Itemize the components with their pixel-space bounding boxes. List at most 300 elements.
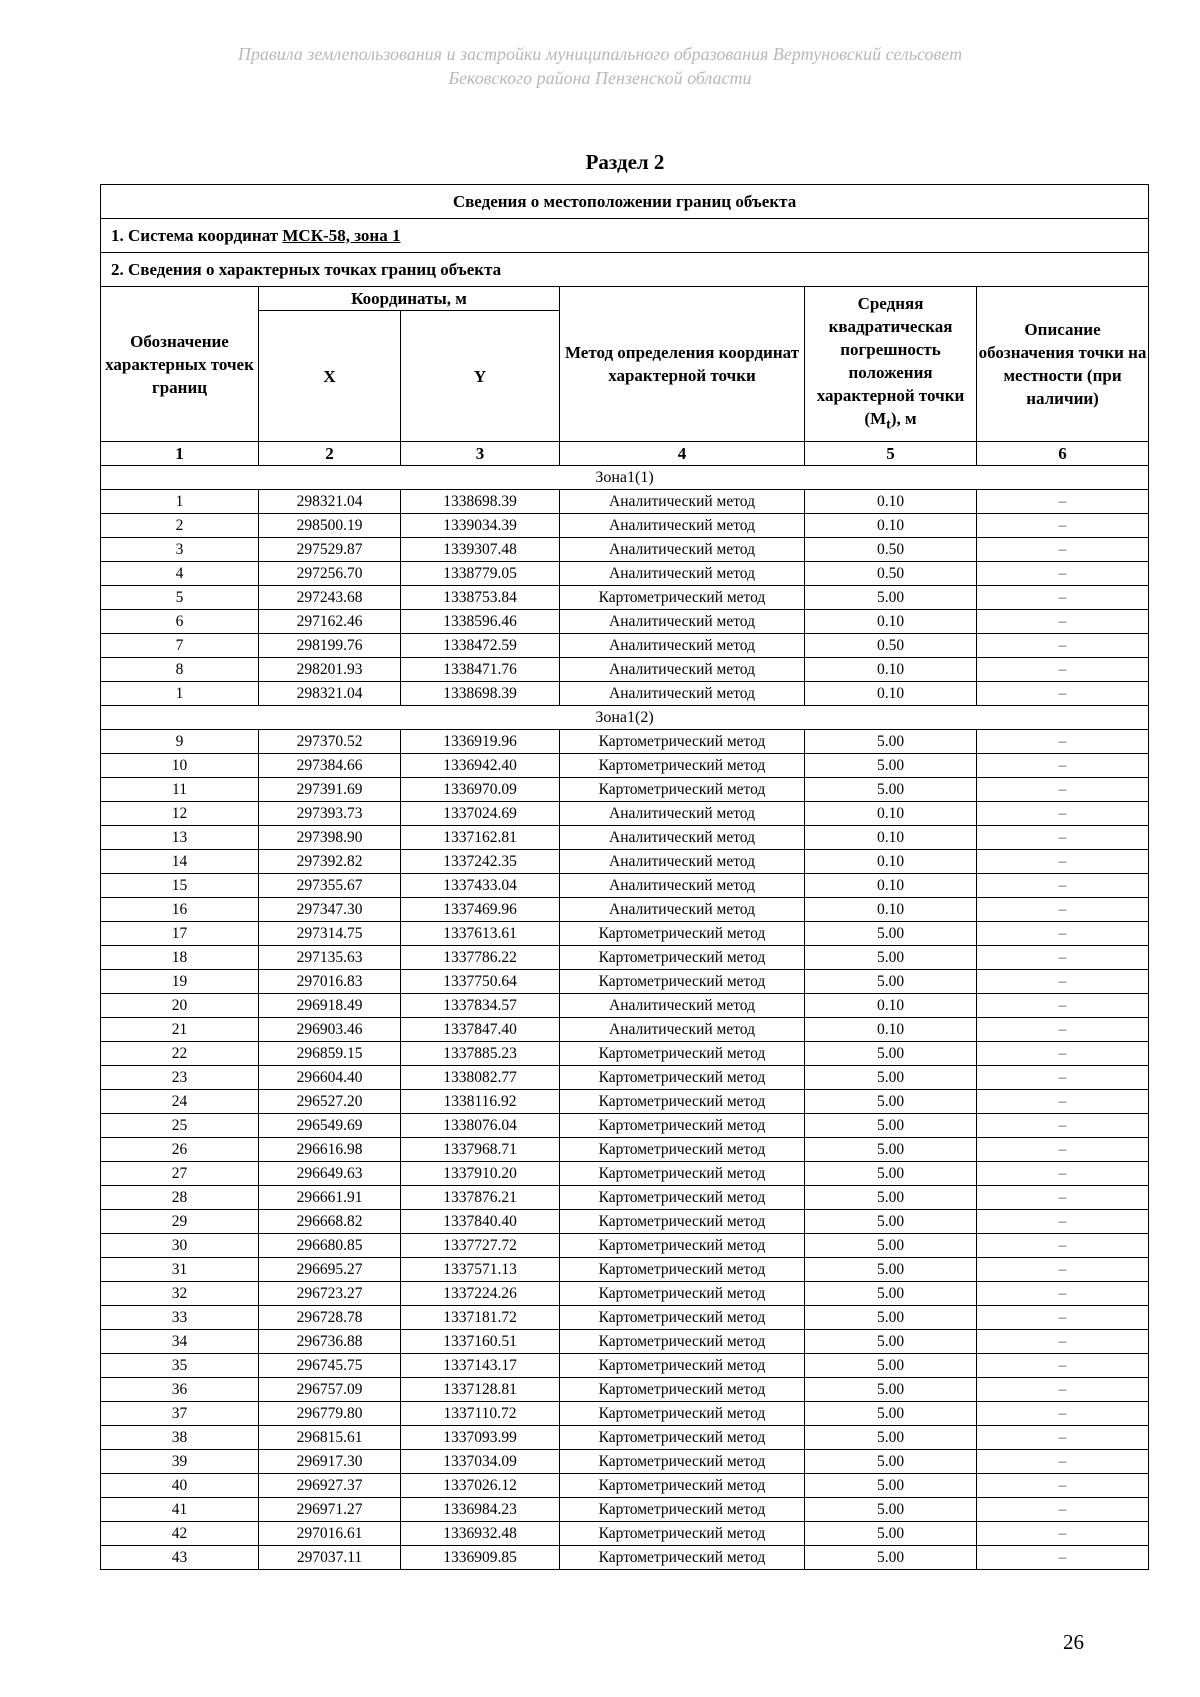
error-cell: 0.10 — [805, 874, 977, 898]
header-designation: Обозначение характерных точек границ — [101, 287, 259, 442]
table-row — [101, 1066, 1149, 1090]
description-cell: – — [977, 754, 1149, 778]
x-coordinate-cell: 296649.63 — [259, 1162, 401, 1186]
y-coordinate-cell: 1337840.40 — [401, 1210, 560, 1234]
error-cell: 5.00 — [805, 1354, 977, 1378]
description-cell: – — [977, 778, 1149, 802]
error-cell: 5.00 — [805, 1042, 977, 1066]
description-cell: – — [977, 634, 1149, 658]
error-cell: 5.00 — [805, 1114, 977, 1138]
point-id-cell: 23 — [101, 1066, 259, 1090]
error-cell: 5.00 — [805, 1450, 977, 1474]
error-cell: 0.10 — [805, 490, 977, 514]
method-cell: Аналитический метод — [560, 490, 805, 514]
error-cell: 0.10 — [805, 850, 977, 874]
coordinate-system-label: 1. Система координат — [111, 225, 279, 245]
method-cell: Картометрический метод — [560, 1234, 805, 1258]
error-cell: 0.10 — [805, 514, 977, 538]
table-row — [101, 826, 1149, 850]
error-cell: 5.00 — [805, 754, 977, 778]
table-caption: Сведения о местоположении границ объекта — [101, 185, 1149, 219]
point-id-cell: 36 — [101, 1378, 259, 1402]
table-row — [101, 562, 1149, 586]
table-row — [101, 970, 1149, 994]
y-coordinate-cell: 1336909.85 — [401, 1546, 560, 1570]
error-cell: 5.00 — [805, 1306, 977, 1330]
point-id-cell: 16 — [101, 898, 259, 922]
method-cell: Аналитический метод — [560, 658, 805, 682]
y-coordinate-cell: 1337162.81 — [401, 826, 560, 850]
description-cell: – — [977, 658, 1149, 682]
error-cell: 5.00 — [805, 1426, 977, 1450]
description-cell: – — [977, 730, 1149, 754]
method-cell: Картометрический метод — [560, 970, 805, 994]
method-cell: Картометрический метод — [560, 1306, 805, 1330]
y-coordinate-cell: 1338698.39 — [401, 490, 560, 514]
x-coordinate-cell: 296927.37 — [259, 1474, 401, 1498]
y-coordinate-cell: 1337160.51 — [401, 1330, 560, 1354]
error-cell: 5.00 — [805, 1210, 977, 1234]
header-method: Метод определения координат характерной точки — [560, 287, 805, 442]
method-cell: Аналитический метод — [560, 850, 805, 874]
error-cell: 5.00 — [805, 1162, 977, 1186]
method-cell: Картометрический метод — [560, 1066, 805, 1090]
table-row — [101, 1474, 1149, 1498]
description-cell: – — [977, 1354, 1149, 1378]
description-cell: – — [977, 898, 1149, 922]
y-coordinate-cell: 1337968.71 — [401, 1138, 560, 1162]
point-id-cell: 39 — [101, 1450, 259, 1474]
table-row — [101, 586, 1149, 610]
x-coordinate-cell: 297016.61 — [259, 1522, 401, 1546]
column-number: 4 — [560, 442, 805, 466]
table-row — [101, 1162, 1149, 1186]
description-cell: – — [977, 1258, 1149, 1282]
x-coordinate-cell: 296728.78 — [259, 1306, 401, 1330]
method-cell: Картометрический метод — [560, 754, 805, 778]
description-cell: – — [977, 802, 1149, 826]
point-id-cell: 10 — [101, 754, 259, 778]
y-coordinate-cell: 1338596.46 — [401, 610, 560, 634]
y-coordinate-cell: 1337571.13 — [401, 1258, 560, 1282]
method-cell: Аналитический метод — [560, 682, 805, 706]
x-coordinate-cell: 297256.70 — [259, 562, 401, 586]
description-cell: – — [977, 514, 1149, 538]
point-id-cell: 37 — [101, 1402, 259, 1426]
description-cell: – — [977, 586, 1149, 610]
column-number: 2 — [259, 442, 401, 466]
table-row — [101, 658, 1149, 682]
method-cell: Картометрический метод — [560, 1186, 805, 1210]
x-coordinate-cell: 296736.88 — [259, 1330, 401, 1354]
y-coordinate-cell: 1336970.09 — [401, 778, 560, 802]
y-coordinate-cell: 1337834.57 — [401, 994, 560, 1018]
error-cell: 0.10 — [805, 826, 977, 850]
x-coordinate-cell: 297347.30 — [259, 898, 401, 922]
point-id-cell: 29 — [101, 1210, 259, 1234]
description-cell: – — [977, 1018, 1149, 1042]
error-cell: 5.00 — [805, 1474, 977, 1498]
x-coordinate-cell: 296661.91 — [259, 1186, 401, 1210]
method-cell: Картометрический метод — [560, 1546, 805, 1570]
y-coordinate-cell: 1339307.48 — [401, 538, 560, 562]
point-id-cell: 4 — [101, 562, 259, 586]
y-coordinate-cell: 1338472.59 — [401, 634, 560, 658]
header-y: Y — [401, 311, 560, 442]
description-cell: – — [977, 562, 1149, 586]
point-id-cell: 22 — [101, 1042, 259, 1066]
x-coordinate-cell: 296604.40 — [259, 1066, 401, 1090]
method-cell: Картометрический метод — [560, 1162, 805, 1186]
table-row — [101, 1138, 1149, 1162]
point-id-cell: 17 — [101, 922, 259, 946]
method-cell: Аналитический метод — [560, 514, 805, 538]
y-coordinate-cell: 1337026.12 — [401, 1474, 560, 1498]
error-cell: 5.00 — [805, 946, 977, 970]
point-id-cell: 8 — [101, 658, 259, 682]
description-cell: – — [977, 538, 1149, 562]
x-coordinate-cell: 298321.04 — [259, 490, 401, 514]
x-coordinate-cell: 297384.66 — [259, 754, 401, 778]
point-id-cell: 34 — [101, 1330, 259, 1354]
description-cell: – — [977, 1090, 1149, 1114]
zone-label: Зона1(1) — [101, 466, 1149, 490]
column-number: 3 — [401, 442, 560, 466]
table-row — [101, 634, 1149, 658]
y-coordinate-cell: 1337128.81 — [401, 1378, 560, 1402]
error-cell: 5.00 — [805, 1138, 977, 1162]
method-cell: Аналитический метод — [560, 994, 805, 1018]
y-coordinate-cell: 1338698.39 — [401, 682, 560, 706]
points-caption: 2. Сведения о характерных точках границ объекта — [101, 253, 1149, 287]
point-id-cell: 42 — [101, 1522, 259, 1546]
x-coordinate-cell: 296757.09 — [259, 1378, 401, 1402]
table-row — [101, 754, 1149, 778]
error-cell: 0.50 — [805, 634, 977, 658]
table-row — [101, 898, 1149, 922]
y-coordinate-cell: 1336932.48 — [401, 1522, 560, 1546]
y-coordinate-cell: 1337786.22 — [401, 946, 560, 970]
error-cell: 5.00 — [805, 1066, 977, 1090]
point-id-cell: 7 — [101, 634, 259, 658]
method-cell: Аналитический метод — [560, 826, 805, 850]
point-id-cell: 13 — [101, 826, 259, 850]
error-cell: 5.00 — [805, 730, 977, 754]
description-cell: – — [977, 1042, 1149, 1066]
method-cell: Аналитический метод — [560, 802, 805, 826]
method-cell: Аналитический метод — [560, 874, 805, 898]
method-cell: Картометрический метод — [560, 946, 805, 970]
x-coordinate-cell: 297392.82 — [259, 850, 401, 874]
header-error — [805, 287, 977, 442]
x-coordinate-cell: 296859.15 — [259, 1042, 401, 1066]
method-cell: Аналитический метод — [560, 538, 805, 562]
description-cell: – — [977, 826, 1149, 850]
x-coordinate-cell: 298500.19 — [259, 514, 401, 538]
point-id-cell: 11 — [101, 778, 259, 802]
header-coordinates: Координаты, м — [259, 287, 560, 311]
description-cell: – — [977, 850, 1149, 874]
point-id-cell: 38 — [101, 1426, 259, 1450]
y-coordinate-cell: 1337181.72 — [401, 1306, 560, 1330]
error-cell: 5.00 — [805, 1546, 977, 1570]
header-error-unit: ), м — [890, 408, 917, 428]
error-cell: 5.00 — [805, 1330, 977, 1354]
y-coordinate-cell: 1338076.04 — [401, 1114, 560, 1138]
x-coordinate-cell: 297391.69 — [259, 778, 401, 802]
table-row — [101, 994, 1149, 1018]
y-coordinate-cell: 1337469.96 — [401, 898, 560, 922]
y-coordinate-cell: 1337110.72 — [401, 1402, 560, 1426]
description-cell: – — [977, 1138, 1149, 1162]
error-cell: 0.10 — [805, 802, 977, 826]
method-cell: Картометрический метод — [560, 1042, 805, 1066]
x-coordinate-cell: 296668.82 — [259, 1210, 401, 1234]
table-row — [101, 1090, 1149, 1114]
method-cell: Картометрический метод — [560, 1498, 805, 1522]
section-title: Раздел 2 — [585, 150, 665, 174]
x-coordinate-cell: 297355.67 — [259, 874, 401, 898]
method-cell: Картометрический метод — [560, 1378, 805, 1402]
error-cell: 5.00 — [805, 778, 977, 802]
column-number: 1 — [101, 442, 259, 466]
point-id-cell: 20 — [101, 994, 259, 1018]
table-row — [101, 538, 1149, 562]
point-id-cell: 21 — [101, 1018, 259, 1042]
table-row — [101, 490, 1149, 514]
table-row — [101, 778, 1149, 802]
point-id-cell: 15 — [101, 874, 259, 898]
y-coordinate-cell: 1338082.77 — [401, 1066, 560, 1090]
description-cell: – — [977, 994, 1149, 1018]
error-cell: 0.10 — [805, 898, 977, 922]
method-cell: Картометрический метод — [560, 730, 805, 754]
point-id-cell: 26 — [101, 1138, 259, 1162]
method-cell: Картометрический метод — [560, 1426, 805, 1450]
point-id-cell: 32 — [101, 1282, 259, 1306]
method-cell: Картометрический метод — [560, 1210, 805, 1234]
coordinate-system-row — [101, 219, 1149, 253]
x-coordinate-cell: 296917.30 — [259, 1450, 401, 1474]
point-id-cell: 30 — [101, 1234, 259, 1258]
y-coordinate-cell: 1338753.84 — [401, 586, 560, 610]
table-row — [101, 1186, 1149, 1210]
table-row — [101, 1546, 1149, 1570]
point-id-cell: 33 — [101, 1306, 259, 1330]
point-id-cell: 2 — [101, 514, 259, 538]
header-line-2: Бековского района Пензенской области — [448, 68, 752, 88]
error-cell: 5.00 — [805, 586, 977, 610]
point-id-cell: 41 — [101, 1498, 259, 1522]
table-row — [101, 682, 1149, 706]
zone-row — [101, 706, 1149, 730]
table-row — [101, 922, 1149, 946]
method-cell: Картометрический метод — [560, 1522, 805, 1546]
method-cell: Аналитический метод — [560, 562, 805, 586]
point-id-cell: 18 — [101, 946, 259, 970]
y-coordinate-cell: 1337433.04 — [401, 874, 560, 898]
point-id-cell: 31 — [101, 1258, 259, 1282]
x-coordinate-cell: 297016.83 — [259, 970, 401, 994]
x-coordinate-cell: 296616.98 — [259, 1138, 401, 1162]
error-cell: 0.10 — [805, 994, 977, 1018]
point-id-cell: 12 — [101, 802, 259, 826]
x-coordinate-cell: 296680.85 — [259, 1234, 401, 1258]
x-coordinate-cell: 297370.52 — [259, 730, 401, 754]
table-body — [101, 466, 1149, 1570]
method-cell: Аналитический метод — [560, 898, 805, 922]
method-cell: Картометрический метод — [560, 1330, 805, 1354]
x-coordinate-cell: 296527.20 — [259, 1090, 401, 1114]
method-cell: Картометрический метод — [560, 1402, 805, 1426]
zone-label: Зона1(2) — [101, 706, 1149, 730]
table-row — [101, 730, 1149, 754]
method-cell: Картометрический метод — [560, 922, 805, 946]
y-coordinate-cell: 1339034.39 — [401, 514, 560, 538]
y-coordinate-cell: 1337910.20 — [401, 1162, 560, 1186]
method-cell: Картометрический метод — [560, 1450, 805, 1474]
point-id-cell: 9 — [101, 730, 259, 754]
description-cell: – — [977, 1522, 1149, 1546]
zone-row — [101, 466, 1149, 490]
header-x: X — [259, 311, 401, 442]
method-cell: Картометрический метод — [560, 1354, 805, 1378]
y-coordinate-cell: 1336942.40 — [401, 754, 560, 778]
method-cell: Картометрический метод — [560, 1258, 805, 1282]
x-coordinate-cell: 296918.49 — [259, 994, 401, 1018]
page-number: 26 — [1063, 1630, 1084, 1654]
coordinate-system-value: МСК-58, зона 1 — [282, 225, 401, 245]
description-cell: – — [977, 1066, 1149, 1090]
x-coordinate-cell: 297162.46 — [259, 610, 401, 634]
x-coordinate-cell: 296723.27 — [259, 1282, 401, 1306]
table-row — [101, 1426, 1149, 1450]
y-coordinate-cell: 1337242.35 — [401, 850, 560, 874]
y-coordinate-cell: 1337885.23 — [401, 1042, 560, 1066]
error-cell: 5.00 — [805, 1522, 977, 1546]
point-id-cell: 19 — [101, 970, 259, 994]
description-cell: – — [977, 1282, 1149, 1306]
table-row — [101, 1114, 1149, 1138]
table-row — [101, 850, 1149, 874]
y-coordinate-cell: 1337727.72 — [401, 1234, 560, 1258]
table-row — [101, 946, 1149, 970]
point-id-cell: 5 — [101, 586, 259, 610]
point-id-cell: 6 — [101, 610, 259, 634]
method-cell: Картометрический метод — [560, 1090, 805, 1114]
table-row — [101, 802, 1149, 826]
table-row — [101, 514, 1149, 538]
x-coordinate-cell: 297398.90 — [259, 826, 401, 850]
description-cell: – — [977, 1426, 1149, 1450]
error-cell: 5.00 — [805, 1090, 977, 1114]
error-cell: 0.10 — [805, 682, 977, 706]
header-description: Описание обозначения точки на местности (при наличии) — [977, 287, 1149, 442]
point-id-cell: 14 — [101, 850, 259, 874]
error-cell: 5.00 — [805, 1402, 977, 1426]
description-cell: – — [977, 922, 1149, 946]
y-coordinate-cell: 1337750.64 — [401, 970, 560, 994]
table-row — [101, 1210, 1149, 1234]
point-id-cell: 28 — [101, 1186, 259, 1210]
table-row — [101, 874, 1149, 898]
table-row — [101, 1306, 1149, 1330]
description-cell: – — [977, 1378, 1149, 1402]
x-coordinate-cell: 298199.76 — [259, 634, 401, 658]
method-cell: Картометрический метод — [560, 778, 805, 802]
error-cell: 5.00 — [805, 1378, 977, 1402]
point-id-cell: 25 — [101, 1114, 259, 1138]
error-cell: 5.00 — [805, 1282, 977, 1306]
description-cell: – — [977, 1306, 1149, 1330]
x-coordinate-cell: 297314.75 — [259, 922, 401, 946]
x-coordinate-cell: 296815.61 — [259, 1426, 401, 1450]
point-id-cell: 40 — [101, 1474, 259, 1498]
y-coordinate-cell: 1338779.05 — [401, 562, 560, 586]
x-coordinate-cell: 296695.27 — [259, 1258, 401, 1282]
x-coordinate-cell: 296779.80 — [259, 1402, 401, 1426]
table-row — [101, 1258, 1149, 1282]
method-cell: Аналитический метод — [560, 610, 805, 634]
point-id-cell: 3 — [101, 538, 259, 562]
y-coordinate-cell: 1336984.23 — [401, 1498, 560, 1522]
x-coordinate-cell: 297529.87 — [259, 538, 401, 562]
x-coordinate-cell: 297393.73 — [259, 802, 401, 826]
y-coordinate-cell: 1337034.09 — [401, 1450, 560, 1474]
method-cell: Картометрический метод — [560, 1282, 805, 1306]
table-row — [101, 1354, 1149, 1378]
description-cell: – — [977, 1474, 1149, 1498]
description-cell: – — [977, 682, 1149, 706]
error-cell: 0.10 — [805, 658, 977, 682]
description-cell: – — [977, 874, 1149, 898]
point-id-cell: 24 — [101, 1090, 259, 1114]
error-cell: 5.00 — [805, 1258, 977, 1282]
method-cell: Аналитический метод — [560, 634, 805, 658]
y-coordinate-cell: 1337224.26 — [401, 1282, 560, 1306]
table-row — [101, 1282, 1149, 1306]
table-row — [101, 1498, 1149, 1522]
header-line-1: Правила землепользования и застройки муниципального образования Вертуновский сельсовет — [237, 44, 963, 64]
description-cell: – — [977, 1210, 1149, 1234]
description-cell: – — [977, 1114, 1149, 1138]
point-id-cell: 35 — [101, 1354, 259, 1378]
y-coordinate-cell: 1337024.69 — [401, 802, 560, 826]
y-coordinate-cell: 1338116.92 — [401, 1090, 560, 1114]
y-coordinate-cell: 1338471.76 — [401, 658, 560, 682]
column-number: 5 — [805, 442, 977, 466]
method-cell: Картометрический метод — [560, 1114, 805, 1138]
header-error-subscript: t — [886, 416, 891, 433]
table-row — [101, 1018, 1149, 1042]
x-coordinate-cell: 296903.46 — [259, 1018, 401, 1042]
error-cell: 0.50 — [805, 562, 977, 586]
error-cell: 0.50 — [805, 538, 977, 562]
error-cell: 0.10 — [805, 610, 977, 634]
table-row — [101, 1522, 1149, 1546]
method-cell: Аналитический метод — [560, 1018, 805, 1042]
method-cell: Картометрический метод — [560, 586, 805, 610]
description-cell: – — [977, 1546, 1149, 1570]
point-id-cell: 1 — [101, 490, 259, 514]
description-cell: – — [977, 1186, 1149, 1210]
x-coordinate-cell: 296549.69 — [259, 1114, 401, 1138]
header-error-text: Средняя квадратическая погрешность положения характерной точки (M — [816, 293, 965, 428]
point-id-cell: 1 — [101, 682, 259, 706]
description-cell: – — [977, 1234, 1149, 1258]
x-coordinate-cell: 298201.93 — [259, 658, 401, 682]
error-cell: 5.00 — [805, 922, 977, 946]
